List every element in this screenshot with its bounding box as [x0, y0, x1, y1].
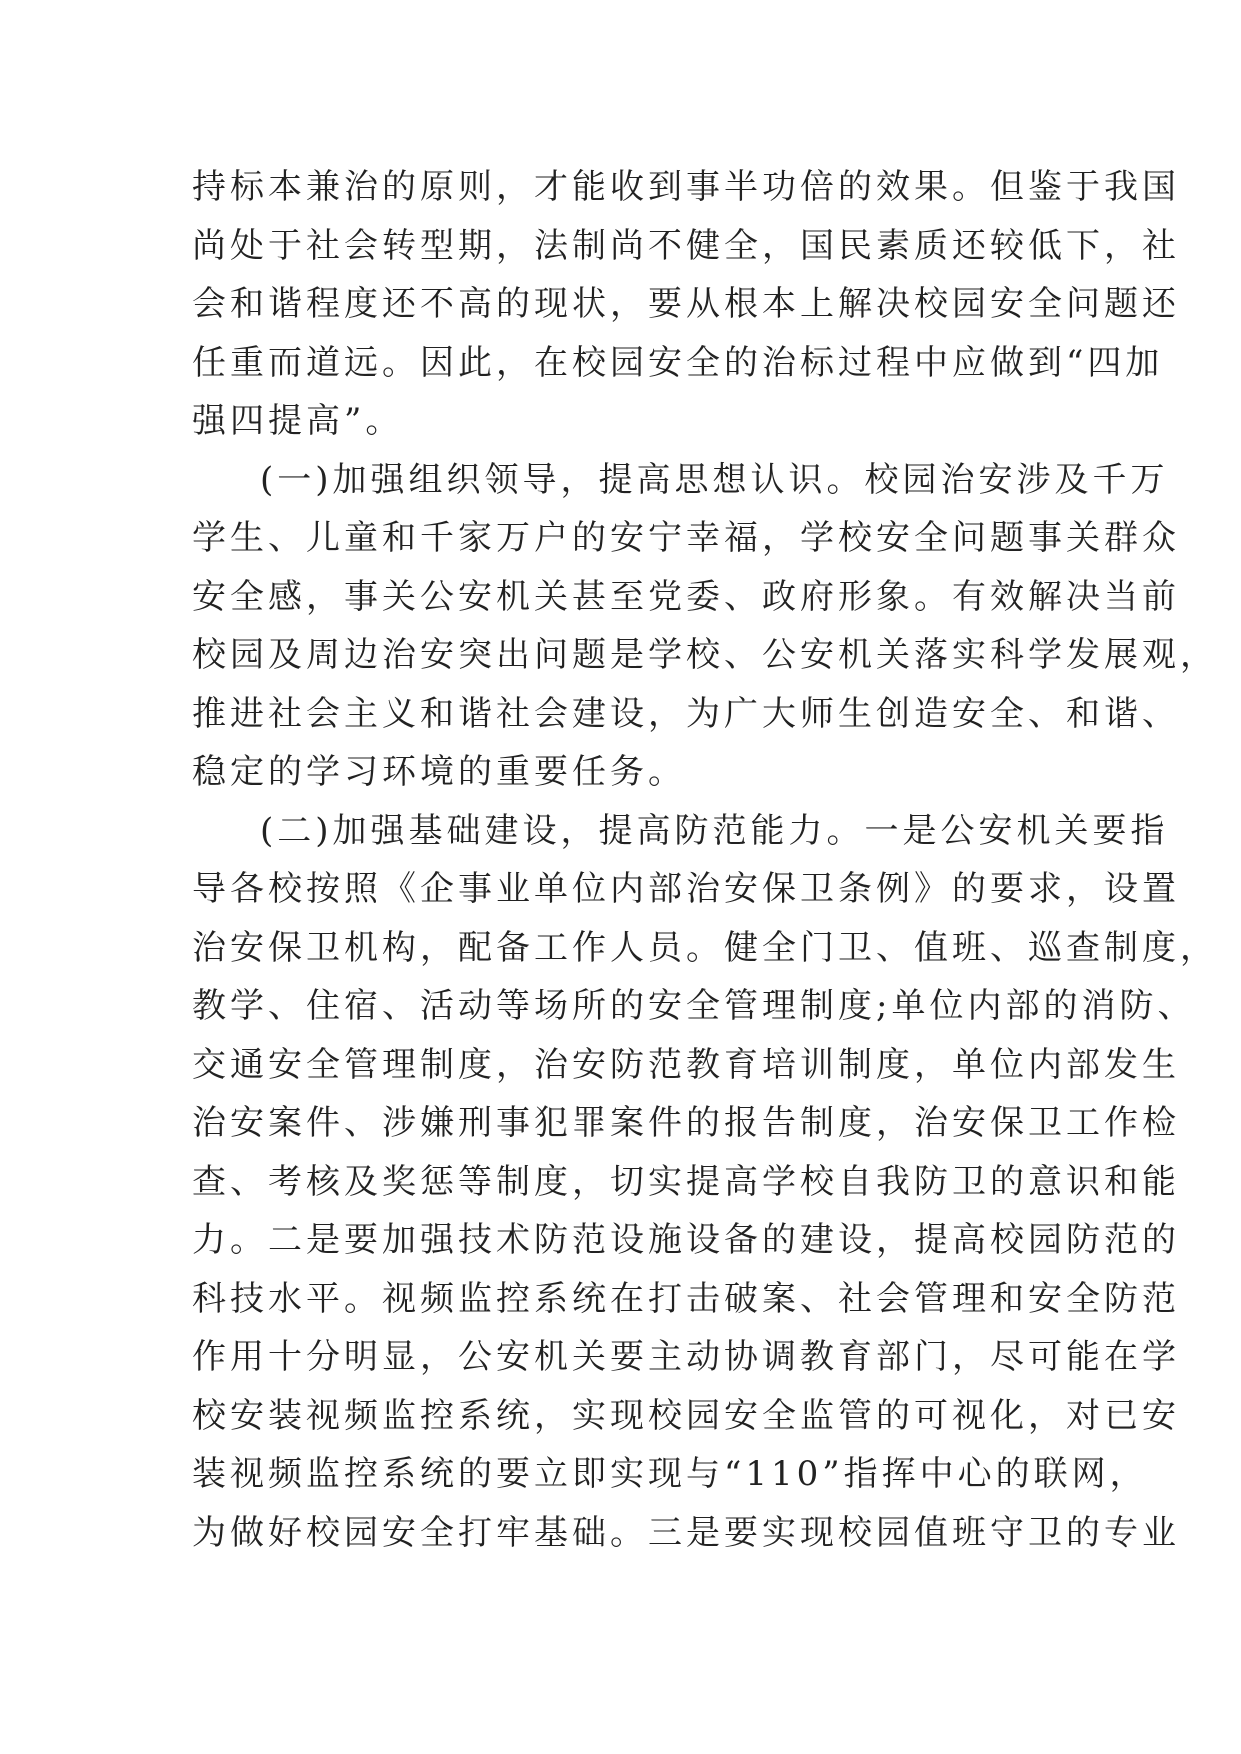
paragraph-line: (二)加强基础建设，提高防范能力。一是公安机关要指	[260, 810, 1169, 851]
paragraph-line: 校安装视频监控系统，实现校园安全监管的可视化，对已安	[192, 1395, 1180, 1436]
paragraph-line: 任重而道远。因此，在校园安全的治标过程中应做到“四加	[192, 342, 1164, 383]
paragraph-line: 校园及周边治安突出问题是学校、公安机关落实科学发展观，	[192, 635, 1218, 675]
paragraph-line: 治安保卫机构，配备工作人员。健全门卫、值班、巡查制度，	[192, 927, 1218, 968]
paragraph-line: 尚处于社会转型期，法制尚不健全，国民素质还较低下，社	[192, 225, 1180, 266]
paragraph-line: 推进社会主义和谐社会建设，为广大师生创造安全、和谐、	[192, 693, 1180, 734]
paragraph-line: 交通安全管理制度，治安防范教育培训制度，单位内部发生	[192, 1044, 1180, 1085]
paragraph-line: 学生、儿童和千家万户的安宁幸福，学校安全问题事关群众	[192, 518, 1180, 558]
paragraph-line: 查、考核及奖惩等制度，切实提高学校自我防卫的意识和能	[192, 1161, 1180, 1202]
paragraph-line: 科技水平。视频监控系统在打击破案、社会管理和安全防范	[192, 1278, 1180, 1319]
paragraph-line: 安全感，事关公安机关甚至党委、政府形象。有效解决当前	[192, 576, 1180, 617]
paragraph-line: 教学、住宿、活动等场所的安全管理制度;单位内部的消防、	[192, 986, 1196, 1026]
paragraph-2	[192, 451, 1218, 802]
paragraph-line: 力。二是要加强技术防范设施设备的建设，提高校园防范的	[192, 1220, 1180, 1260]
paragraph-line: 治安案件、涉嫌刑事犯罪案件的报告制度，治安保卫工作检	[192, 1103, 1180, 1143]
paragraph-3	[192, 802, 1218, 1563]
paragraph-line: 为做好校园安全打牢基础。三是要实现校园值班守卫的专业	[192, 1512, 1180, 1553]
paragraph-line: 装视频监控系统的要立即实现与“110”指挥中心的联网，	[192, 1454, 1148, 1494]
paragraph-line: 持标本兼治的原则，才能收到事半功倍的效果。但鉴于我国	[192, 167, 1180, 207]
document-body	[192, 158, 1218, 1562]
paragraph-1	[192, 158, 1180, 451]
paragraph-line: 导各校按照《企事业单位内部治安保卫条例》的要求，设置	[192, 869, 1180, 909]
paragraph-line: 强四提高”。	[192, 401, 404, 441]
paragraph-line: 会和谐程度还不高的现状，要从根本上解决校园安全问题还	[192, 284, 1180, 324]
paragraph-line: 稳定的学习环境的重要任务。	[192, 752, 686, 792]
paragraph-line: 作用十分明显，公安机关要主动协调教育部门，尽可能在学	[192, 1337, 1180, 1377]
paragraph-line: (一)加强组织领导，提高思想认识。校园治安涉及千万	[260, 459, 1169, 500]
